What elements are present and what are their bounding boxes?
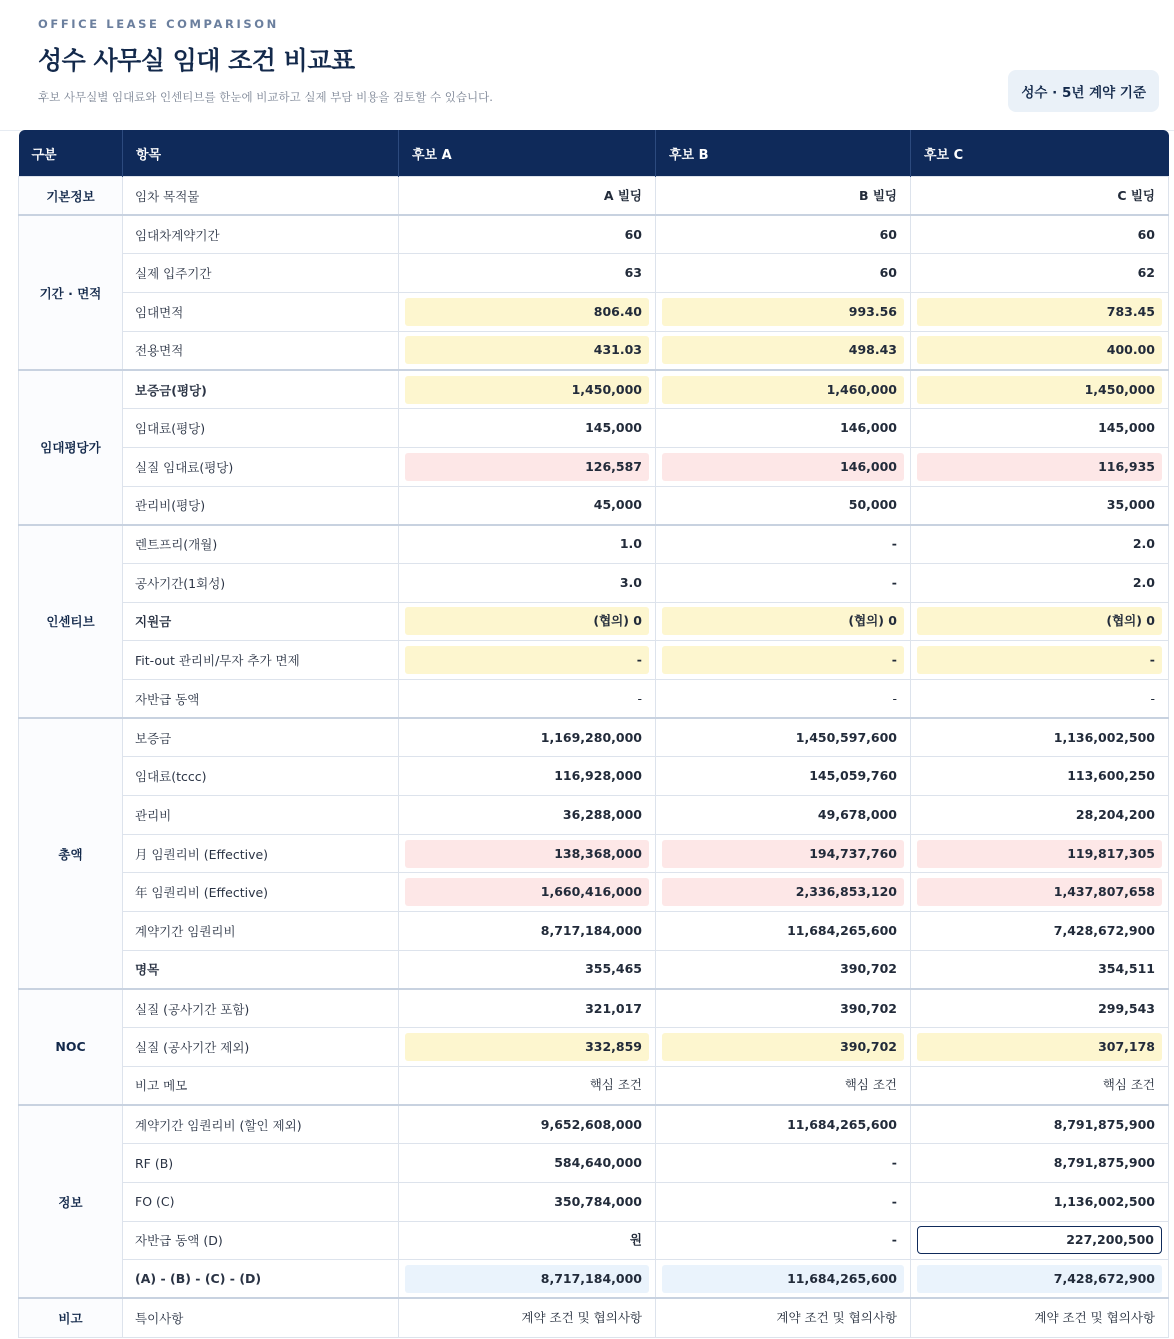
value-text: 60 [879, 226, 897, 242]
value-text: 2.0 [1132, 574, 1155, 590]
value-text: 63 [624, 265, 642, 281]
value-cell-a [399, 873, 656, 912]
page-title: 성수 사무실 임대 조건 비교표 [38, 46, 355, 75]
value-cell-b [656, 602, 911, 641]
value-text: 35,000 [1106, 497, 1155, 513]
category-cell: 임대평당가 [19, 370, 123, 525]
value-cell-c [911, 177, 1169, 216]
value-cell-a [399, 254, 656, 293]
value-text: 390,702 [840, 1000, 897, 1016]
value-cell-b [656, 293, 911, 332]
value-cell-a [399, 950, 656, 989]
value-text: 9,652,608,000 [540, 1116, 642, 1132]
value-text: 8,717,184,000 [540, 922, 642, 938]
value-cell-a [399, 912, 656, 951]
table-row [19, 641, 1169, 680]
item-label-cell: 비고 메모 [123, 1066, 399, 1105]
value-cell-c [911, 1028, 1169, 1067]
value-cell-a [399, 602, 656, 641]
value-text: 7,428,672,900 [1053, 922, 1155, 938]
value-cell-b [656, 1182, 911, 1221]
table-row [19, 718, 1169, 757]
value-cell-b [656, 525, 911, 564]
value-text: 584,640,000 [554, 1155, 642, 1171]
item-label-cell: 공사기간(1회성) [123, 563, 399, 602]
value-cell-a [399, 525, 656, 564]
item-label-cell: 임대차계약기간 [123, 215, 399, 254]
value-cell-a [399, 293, 656, 332]
value-cell-c [911, 757, 1169, 796]
table-row [19, 1298, 1169, 1337]
table-row [19, 447, 1169, 486]
item-label-cell: 관리비 [123, 796, 399, 835]
table-row [19, 912, 1169, 951]
table-row [19, 370, 1169, 409]
item-label-cell: 지원금 [123, 602, 399, 641]
value-cell-b [656, 873, 911, 912]
table-body [19, 177, 1169, 1338]
value-text: - [891, 1232, 897, 1248]
value-text: 993.56 [662, 298, 904, 326]
value-cell-a [399, 796, 656, 835]
value-cell-b [656, 254, 911, 293]
value-text: 7,428,672,900 [917, 1265, 1162, 1293]
table-row [19, 215, 1169, 254]
item-label-cell: 실질 (공사기간 제외) [123, 1028, 399, 1067]
value-text: 431.03 [405, 336, 649, 364]
item-label-cell: 보증금 [123, 718, 399, 757]
category-cell: 기본정보 [19, 177, 123, 216]
value-text: 3.0 [619, 574, 642, 590]
value-text: 11,684,265,600 [787, 1116, 897, 1132]
value-text: 60 [879, 265, 897, 281]
value-cell-b [656, 486, 911, 525]
value-text: - [662, 646, 904, 674]
table-row [19, 525, 1169, 564]
value-text: - [891, 1155, 897, 1171]
lease-comparison-table [18, 130, 1169, 1338]
category-cell: 기간 · 면적 [19, 215, 123, 370]
value-text: A 빌딩 [603, 187, 642, 203]
item-label-cell: 자반급 동액 [123, 679, 399, 718]
table-row [19, 486, 1169, 525]
value-cell-c [911, 370, 1169, 409]
value-text: 2,336,853,120 [662, 878, 904, 906]
value-cell-a [399, 1028, 656, 1067]
value-cell-b [656, 989, 911, 1028]
value-text: 계약 조건 및 협의사항 [776, 1310, 897, 1326]
value-cell-a [399, 447, 656, 486]
value-cell-b [656, 563, 911, 602]
value-cell-b [656, 757, 911, 796]
table-row [19, 602, 1169, 641]
value-text: 806.40 [405, 298, 649, 326]
value-cell-c [911, 447, 1169, 486]
value-text: 321,017 [585, 1000, 642, 1016]
table-row [19, 177, 1169, 216]
item-label-cell: 年 임퀀리비 (Effective) [123, 873, 399, 912]
item-label-cell: RF (B) [123, 1144, 399, 1183]
page-subtitle: 후보 사무실별 임대료와 인센티브를 한눈에 비교하고 실제 부담 비용을 검토할 수 있습니다. [38, 90, 493, 104]
value-text: 332,859 [405, 1033, 649, 1061]
item-label-cell: 보증금(평당) [123, 370, 399, 409]
value-cell-b [656, 215, 911, 254]
value-text: 350,784,000 [554, 1193, 642, 1209]
category-cell: 인센티브 [19, 525, 123, 718]
table-row [19, 1182, 1169, 1221]
eyebrow-label: OFFICE LEASE COMPARISON [38, 17, 279, 31]
value-text: 50,000 [848, 497, 897, 513]
value-cell-c [911, 1260, 1169, 1299]
value-cell-b [656, 1260, 911, 1299]
value-text: 355,465 [585, 961, 642, 977]
value-cell-a [399, 1144, 656, 1183]
item-label-cell: 임대료(tccc) [123, 757, 399, 796]
value-text: - [891, 536, 897, 552]
value-text: 119,817,305 [917, 840, 1162, 868]
value-text: 146,000 [662, 453, 904, 481]
value-cell-a [399, 409, 656, 448]
value-cell-c [911, 563, 1169, 602]
value-cell-c [911, 1105, 1169, 1144]
value-cell-a [399, 718, 656, 757]
value-text: 145,000 [1098, 419, 1155, 435]
value-text: 138,368,000 [405, 840, 649, 868]
value-text: - [405, 646, 649, 674]
value-cell-b [656, 796, 911, 835]
value-cell-b [656, 912, 911, 951]
value-text: 299,543 [1098, 1000, 1155, 1016]
table-row [19, 409, 1169, 448]
value-cell-a [399, 989, 656, 1028]
table-row [19, 1105, 1169, 1144]
value-text: 2.0 [1132, 536, 1155, 552]
value-cell-c [911, 331, 1169, 370]
table-row [19, 1028, 1169, 1067]
item-label-cell: 관리비(평당) [123, 486, 399, 525]
value-text: 8,717,184,000 [405, 1265, 649, 1293]
value-text: 354,511 [1098, 961, 1155, 977]
value-text: 145,000 [585, 419, 642, 435]
item-label-cell: 전용면적 [123, 331, 399, 370]
value-cell-a [399, 563, 656, 602]
column-header-candidate-a[interactable]: 후보 A [399, 130, 656, 177]
value-text: 145,059,760 [809, 768, 897, 784]
value-cell-a [399, 834, 656, 873]
table-row [19, 1066, 1169, 1105]
value-text: 390,702 [840, 961, 897, 977]
item-label-cell: 특이사항 [123, 1298, 399, 1337]
value-cell-b [656, 950, 911, 989]
table-row [19, 1221, 1169, 1260]
value-text: 116,935 [917, 453, 1162, 481]
value-cell-b [656, 1028, 911, 1067]
value-text: (협의) 0 [405, 607, 649, 635]
item-label-cell: 임차 목적물 [123, 177, 399, 216]
value-text: 390,702 [662, 1033, 904, 1061]
value-text: C 빌딩 [1117, 187, 1155, 203]
value-text: 62 [1137, 265, 1155, 281]
value-cell-a [399, 1260, 656, 1299]
item-label-cell: 렌트프리(개월) [123, 525, 399, 564]
value-cell-c [911, 679, 1169, 718]
value-cell-c [911, 989, 1169, 1028]
value-text: 49,678,000 [817, 806, 897, 822]
value-cell-b [656, 1221, 911, 1260]
comparison-table-wrapper [18, 130, 1168, 1338]
value-cell-b [656, 679, 911, 718]
value-text: 8,791,875,900 [1053, 1155, 1155, 1171]
item-label-cell: 실제 입주기간 [123, 254, 399, 293]
table-row [19, 1260, 1169, 1299]
value-cell-c [911, 950, 1169, 989]
value-cell-c [911, 254, 1169, 293]
value-text: 1,450,000 [405, 376, 649, 404]
value-cell-a [399, 1105, 656, 1144]
value-cell-c [911, 641, 1169, 680]
value-text: 1,136,002,500 [1053, 1193, 1155, 1209]
value-text: 1,450,000 [917, 376, 1162, 404]
value-cell-b [656, 1105, 911, 1144]
item-label-cell: 임대료(평당) [123, 409, 399, 448]
value-text: - [891, 1193, 897, 1209]
item-label-cell: 명목 [123, 950, 399, 989]
value-text: 11,684,265,600 [662, 1265, 904, 1293]
value-text: 8,791,875,900 [1053, 1116, 1155, 1132]
value-cell-c [911, 912, 1169, 951]
value-text: 1,460,000 [662, 376, 904, 404]
table-row [19, 1144, 1169, 1183]
value-text: 400.00 [917, 336, 1162, 364]
value-text: 1,660,416,000 [405, 878, 649, 906]
column-header-candidate-b[interactable]: 후보 B [656, 130, 911, 177]
value-cell-c [911, 409, 1169, 448]
column-header-category[interactable]: 구분 [19, 130, 123, 177]
item-label-cell: (A) - (B) - (C) - (D) [123, 1260, 399, 1299]
item-label-cell: 실질 (공사기간 포함) [123, 989, 399, 1028]
value-cell-c [911, 796, 1169, 835]
value-text: 498.43 [662, 336, 904, 364]
column-header-candidate-c[interactable]: 후보 C [911, 130, 1169, 177]
value-cell-c [911, 873, 1169, 912]
value-text: 60 [624, 226, 642, 242]
value-cell-b [656, 331, 911, 370]
value-text: 60 [1137, 226, 1155, 242]
value-cell-a [399, 641, 656, 680]
value-text: 126,587 [405, 453, 649, 481]
value-text: 307,178 [917, 1033, 1162, 1061]
value-cell-c [911, 1144, 1169, 1183]
column-header-item[interactable]: 항목 [123, 130, 399, 177]
value-text: 1,169,280,000 [540, 729, 642, 745]
value-cell-c [911, 602, 1169, 641]
item-label-cell: 자반급 동액 (D) [123, 1221, 399, 1260]
value-cell-c [911, 1298, 1169, 1337]
value-text: - [637, 690, 642, 706]
value-cell-a [399, 1298, 656, 1337]
value-text: 783.45 [917, 298, 1162, 326]
value-cell-b [656, 1066, 911, 1105]
value-cell-b [656, 718, 911, 757]
item-label-cell: 계약기간 임퀀리비 (할인 제외) [123, 1105, 399, 1144]
value-cell-a [399, 486, 656, 525]
value-text: - [1150, 690, 1155, 706]
value-cell-a [399, 177, 656, 216]
value-text: (협의) 0 [917, 607, 1162, 635]
item-label-cell: 月 임퀀리비 (Effective) [123, 834, 399, 873]
value-cell-a [399, 1182, 656, 1221]
value-cell-a [399, 370, 656, 409]
table-row [19, 950, 1169, 989]
value-cell-a [399, 757, 656, 796]
value-cell-b [656, 447, 911, 486]
value-cell-c [911, 1066, 1169, 1105]
value-cell-c [911, 1182, 1169, 1221]
value-text: B 빌딩 [858, 187, 897, 203]
category-cell: 정보 [19, 1105, 123, 1298]
page-header [0, 0, 1174, 131]
value-cell-b [656, 370, 911, 409]
value-text: 194,737,760 [662, 840, 904, 868]
item-label-cell: 계약기간 임퀀리비 [123, 912, 399, 951]
value-text: 핵심 조건 [1102, 1077, 1155, 1093]
value-cell-c [911, 486, 1169, 525]
item-label-cell: 임대면적 [123, 293, 399, 332]
table-row [19, 834, 1169, 873]
value-cell-c [911, 718, 1169, 757]
contract-basis-badge: 성수 · 5년 계약 기준 [1008, 70, 1159, 112]
value-cell-b [656, 177, 911, 216]
value-cell-c [911, 293, 1169, 332]
item-label-cell: Fit-out 관리비/무자 추가 면제 [123, 641, 399, 680]
value-cell-a [399, 1221, 656, 1260]
table-row [19, 873, 1169, 912]
category-cell: NOC [19, 989, 123, 1105]
value-text: 116,928,000 [554, 768, 642, 784]
value-text: 1,450,597,600 [795, 729, 897, 745]
value-text: 계약 조건 및 협의사항 [1034, 1310, 1155, 1326]
value-cell-a [399, 679, 656, 718]
value-cell-c [911, 834, 1169, 873]
table-row [19, 331, 1169, 370]
category-cell: 비고 [19, 1298, 123, 1337]
table-row [19, 563, 1169, 602]
value-text: 원 [629, 1232, 642, 1248]
value-text: 계약 조건 및 협의사항 [521, 1310, 642, 1326]
value-text: 146,000 [840, 419, 897, 435]
value-cell-c [911, 525, 1169, 564]
value-text: 핵심 조건 [844, 1077, 897, 1093]
table-row [19, 254, 1169, 293]
value-cell-b [656, 1298, 911, 1337]
value-text: - [917, 646, 1162, 674]
item-label-cell: 실질 임대료(평당) [123, 447, 399, 486]
item-label-cell: FO (C) [123, 1182, 399, 1221]
table-row [19, 679, 1169, 718]
table-row [19, 796, 1169, 835]
value-text: 1,437,807,658 [917, 878, 1162, 906]
table-row [19, 293, 1169, 332]
value-text: 28,204,200 [1075, 806, 1155, 822]
value-text: 1.0 [619, 536, 642, 552]
value-text: 11,684,265,600 [787, 922, 897, 938]
value-text: - [892, 690, 897, 706]
table-header-row [19, 130, 1169, 177]
value-text: 45,000 [593, 497, 642, 513]
value-text: 113,600,250 [1067, 768, 1155, 784]
table-row [19, 757, 1169, 796]
value-cell-b [656, 834, 911, 873]
value-cell-b [656, 1144, 911, 1183]
table-row [19, 989, 1169, 1028]
value-cell-b [656, 641, 911, 680]
value-cell-a [399, 1066, 656, 1105]
value-cell-b [656, 409, 911, 448]
value-cell-a [399, 331, 656, 370]
value-cell-a [399, 215, 656, 254]
category-cell: 총액 [19, 718, 123, 989]
value-text: 1,136,002,500 [1053, 729, 1155, 745]
value-text: 36,288,000 [562, 806, 642, 822]
value-input-field[interactable]: 227,200,500 [917, 1226, 1162, 1254]
value-text: 핵심 조건 [589, 1077, 642, 1093]
value-text: - [891, 574, 897, 590]
value-text: (협의) 0 [662, 607, 904, 635]
value-cell-c [911, 215, 1169, 254]
value-cell-c [911, 1221, 1169, 1260]
